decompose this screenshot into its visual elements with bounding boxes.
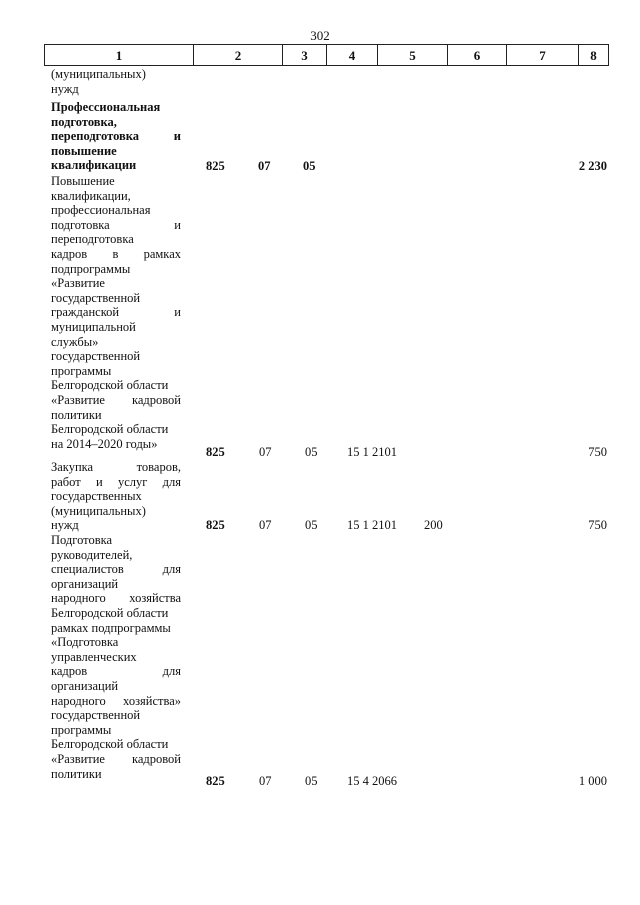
row-description — [51, 460, 181, 533]
description-line: государственной — [51, 708, 141, 723]
column-header-8: 8 — [578, 45, 609, 65]
description-line: повышение — [51, 143, 117, 158]
row-description — [51, 174, 181, 451]
description-line: (муниципальных) — [51, 503, 146, 518]
cell-subsection: 05 — [305, 518, 318, 532]
description-line: Закупка товаров, — [51, 460, 181, 474]
cell-amount: 750 — [588, 518, 607, 532]
column-header-2: 2 — [193, 45, 282, 65]
description-line: Белгородской области — [51, 605, 169, 620]
description-line: кадров в рамках — [51, 246, 181, 261]
description-line: профессиональная — [51, 203, 151, 218]
cell-subsection: 05 — [305, 774, 318, 788]
description-line: руководителей, — [51, 547, 133, 562]
description-line: организаций — [51, 678, 119, 693]
cell-amount: 1 000 — [578, 774, 607, 788]
description-line: подготовка, — [51, 114, 117, 129]
cell-ministry-code: 825 — [206, 159, 225, 173]
description-line: переподготовка — [51, 232, 134, 247]
cell-section: 07 — [259, 774, 272, 788]
description-line: гражданской и — [51, 305, 181, 320]
description-line: «Развитие — [51, 276, 105, 291]
description-line: квалификации — [51, 158, 137, 173]
description-line: нужд — [51, 518, 79, 533]
description-line: государственной — [51, 290, 141, 305]
page-number: 302 — [310, 28, 330, 43]
description-line: Белгородской области — [51, 378, 169, 393]
description-line: рамках подпрограммы — [51, 620, 171, 635]
column-header-1: 1 — [44, 45, 193, 65]
cell-target-article: 15 1 2101 — [347, 445, 397, 459]
cell-ministry-code: 825 — [206, 518, 225, 532]
description-line: Белгородской области — [51, 737, 169, 752]
description-line: кадров для — [51, 664, 181, 679]
cell-ministry-code: 825 — [206, 445, 225, 459]
description-line: специалистов для — [51, 562, 181, 577]
cell-amount: 2 230 — [578, 159, 607, 173]
description-line: управленческих — [51, 649, 137, 664]
description-line: подготовка и — [51, 217, 181, 232]
cell-section: 07 — [259, 518, 272, 532]
description-line: Профессиональная — [51, 100, 161, 114]
cell-target-article: 15 4 2066 — [347, 774, 397, 788]
description-line: народного хозяйства — [51, 591, 181, 606]
column-header-7: 7 — [506, 45, 578, 65]
description-line: подпрограммы — [51, 261, 131, 276]
description-line: Подготовка — [51, 533, 113, 547]
column-header-5: 5 — [377, 45, 447, 65]
description-line: народного хозяйства» — [51, 693, 181, 708]
description-line: переподготовка и — [51, 129, 181, 144]
cell-ministry-code: 825 — [206, 774, 225, 788]
row-description — [51, 100, 181, 173]
cell-subsection: 05 — [305, 445, 318, 459]
column-header-3: 3 — [282, 45, 326, 65]
description-line: «Подготовка — [51, 635, 119, 650]
description-line: службы» — [51, 334, 99, 349]
description-line: квалификации, — [51, 188, 131, 203]
column-header-4: 4 — [326, 45, 377, 65]
description-line: политики — [51, 407, 102, 422]
description-line: государственной — [51, 349, 141, 364]
description-line: «Развитие кадровой — [51, 751, 181, 766]
description-line: на 2014–2020 годы» — [51, 436, 158, 451]
description-line: программы — [51, 363, 112, 378]
cell-subsection: 05 — [303, 159, 316, 173]
description-line: организаций — [51, 576, 119, 591]
cell-section: 07 — [258, 159, 271, 173]
description-line: государственных — [51, 489, 142, 504]
description-line: нужд — [51, 81, 79, 96]
description-line: политики — [51, 766, 102, 781]
description-line: программы — [51, 722, 112, 737]
cell-amount: 750 — [588, 445, 607, 459]
row-description — [51, 533, 181, 781]
table-header-row — [44, 44, 609, 66]
description-line: Повышение — [51, 174, 115, 188]
cell-section: 07 — [259, 445, 272, 459]
description-line: работ и услуг для — [51, 474, 181, 489]
description-line: муниципальной — [51, 319, 136, 334]
description-line: Белгородской области — [51, 422, 169, 437]
description-line: (муниципальных) — [51, 67, 146, 81]
cell-target-article: 15 1 2101 — [347, 518, 397, 532]
cell-expense-type: 200 — [424, 518, 443, 532]
column-header-6: 6 — [447, 45, 506, 65]
description-line: «Развитие кадровой — [51, 392, 181, 407]
row-description — [51, 67, 181, 96]
